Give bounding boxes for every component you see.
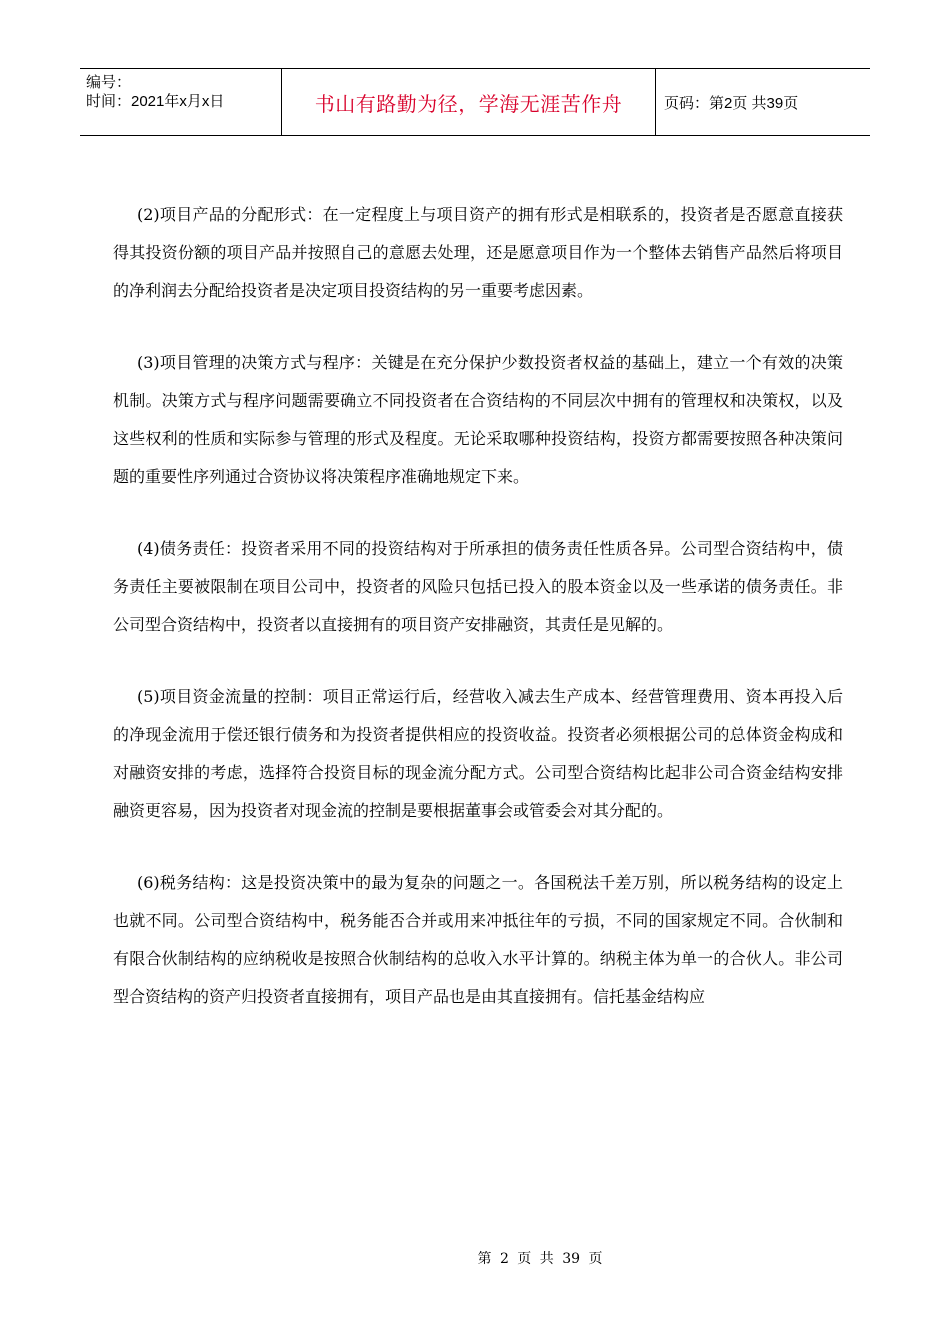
document-body bbox=[113, 196, 843, 1050]
document-time-label: 时间：2021年x月x日 bbox=[86, 93, 225, 110]
header-meta-cell bbox=[80, 69, 282, 135]
paragraph-tax-structure: (6)税务结构：这是投资决策中的最为复杂的问题之一。各国税法千差万别，所以税务结构的设定上也就不同。公司型合资结构中，税务能否合并或用来冲抵往年的亏损，不同的国家规定不同。合伙制和有限合伙制结构的应纳税收是按照合伙制结构的总收入水平计算的。纳税主体为单一的合伙人。非公司型合资结构的资产归投资者直接拥有，项目产品也是由其直接拥有。信托基金结构应 bbox=[113, 873, 843, 1006]
paragraph-debt-liability: (4)债务责任：投资者采用不同的投资结构对于所承担的债务责任性质各异。公司型合资结构中，债务责任主要被限制在项目公司中，投资者的风险只包括已投入的股本资金以及一些承诺的债务责任。非公司型合资结构中，投资者以直接拥有的项目资产安排融资，其责任是见解的。 bbox=[113, 539, 843, 634]
paragraph-management-decision: (3)项目管理的决策方式与程序：关键是在充分保护少数投资者权益的基础上，建立一个有效的决策机制。决策方式与程序问题需要确立不同投资者在合资结构的不同层次中拥有的管理权和决策权，以及这些权利的性质和实际参与管理的形式及程度。无论采取哪种投资结构，投资方都需要按照各种决策问题的重要性序列通过合资协议将决策程序准确地规定下来。 bbox=[113, 353, 843, 486]
paragraph-cash-flow-control: (5)项目资金流量的控制：项目正常运行后，经营收入减去生产成本、经营管理费用、资本再投入后的净现金流用于偿还银行债务和为投资者提供相应的投资收益。投资者必须根据公司的总体资金构成和对融资安排的考虑，选择符合投资目标的现金流分配方式。公司型合资结构比起非公司合资金结构安排融资更容易，因为投资者对现金流的控制是要根据董事会或管委会对其分配的。 bbox=[113, 687, 843, 820]
header-motto: 书山有路勤为径，学海无涯苦作舟 bbox=[282, 69, 656, 135]
header-page-info: 页码：第2页 共39页 bbox=[664, 94, 799, 112]
document-number-label: 编号： bbox=[86, 74, 132, 91]
page-header bbox=[80, 68, 870, 136]
paragraph-product-distribution: (2)项目产品的分配形式：在一定程度上与项目资产的拥有形式是相联系的，投资者是否愿意直接获得其投资份额的项目产品并按照自己的意愿去处理，还是愿意项目作为一个整体去销售产品然后将项目的净利润去分配给投资者是决定项目投资结构的另一重要考虑因素。 bbox=[113, 205, 843, 300]
page-footer: 第 2 页 共 39 页 bbox=[477, 1251, 603, 1267]
